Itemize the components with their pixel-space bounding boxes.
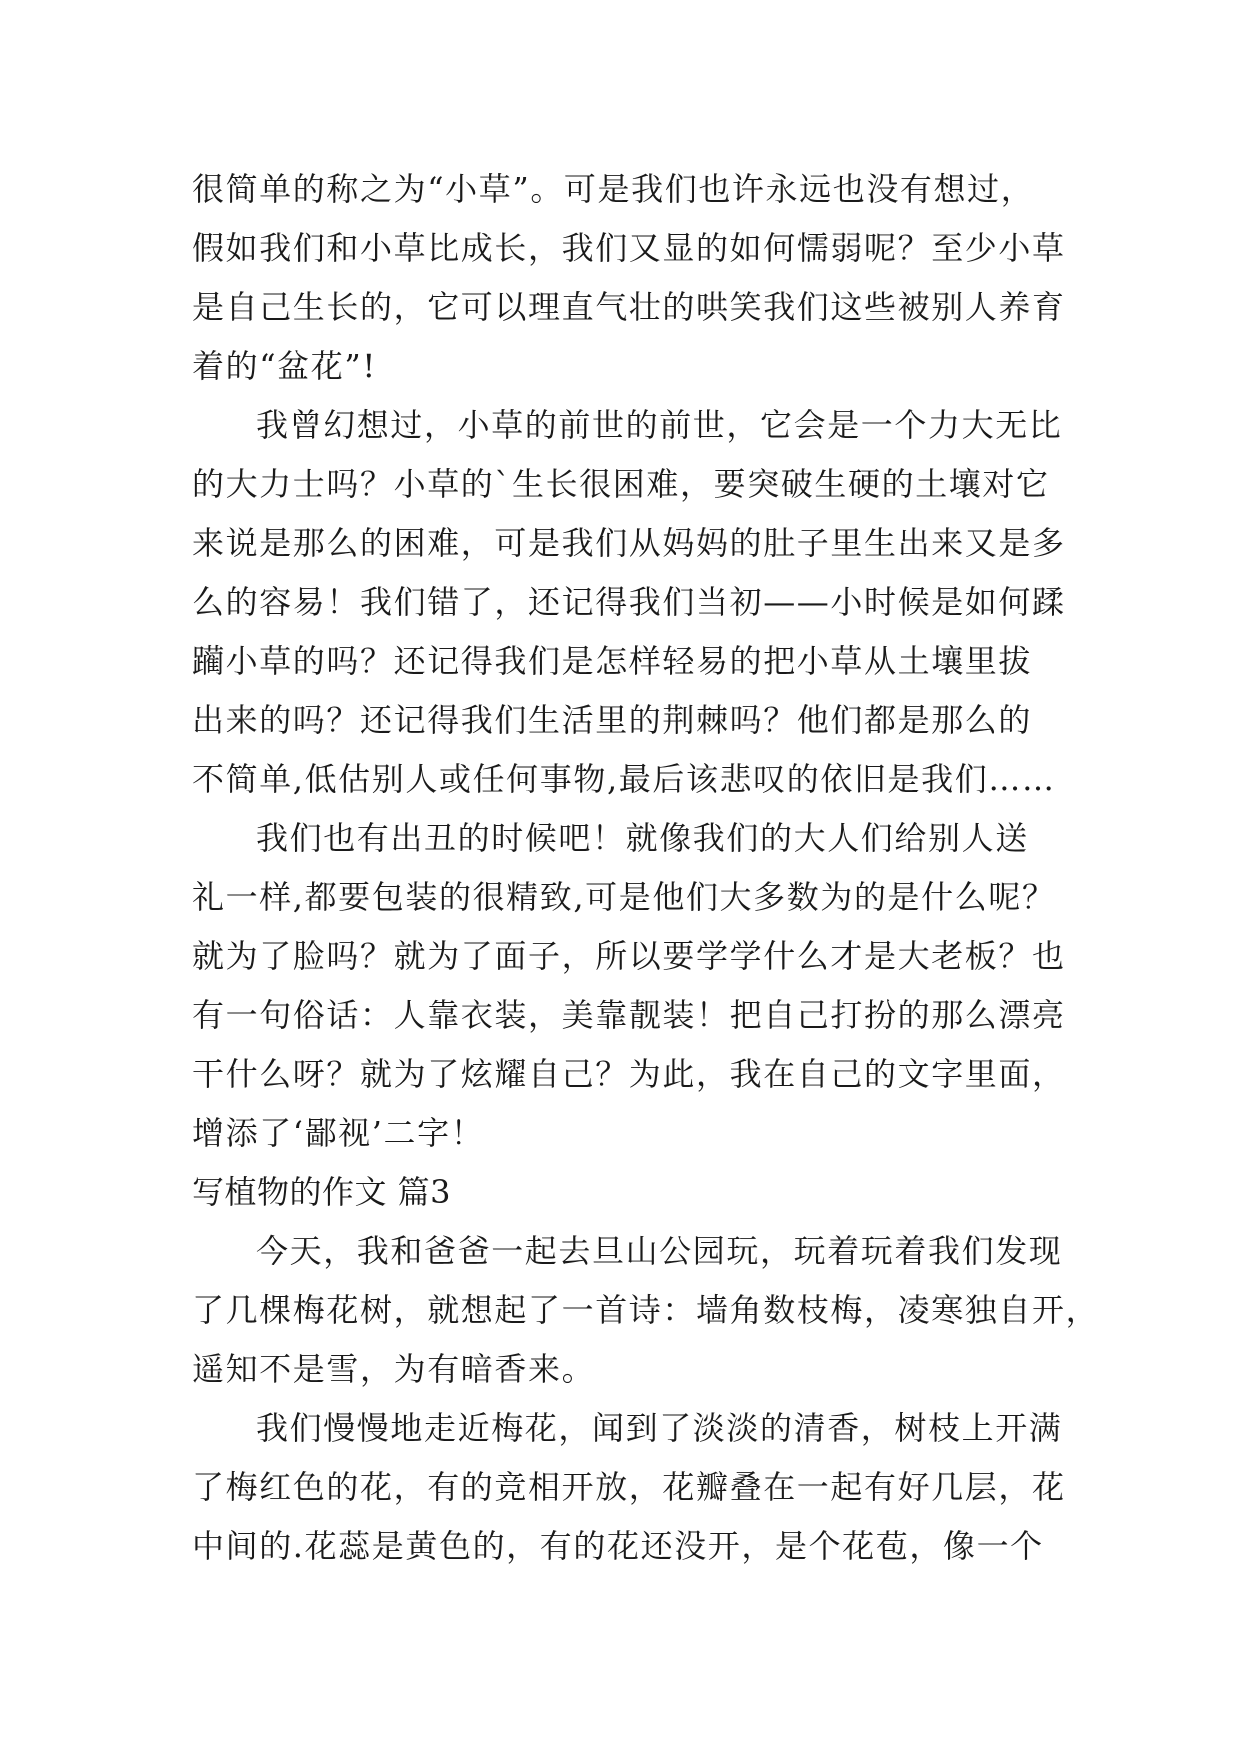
text-line: 就为了脸吗？就为了面子，所以要学学什么才是大老板？也 [192, 937, 1066, 975]
text-line: 我曾幻想过，小草的前世的前世，它会是一个力大无比 [256, 406, 1063, 444]
text-line: 中间的.花蕊是黄色的，有的花还没开，是个花苞，像一个 [192, 1527, 1044, 1565]
text-line: 了梅红色的花，有的竞相开放，花瓣叠在一起有好几层，花 [192, 1468, 1066, 1506]
paragraph [192, 396, 1066, 809]
paragraph [192, 160, 1066, 396]
text-line: 么的容易！我们错了，还记得我们当初——小时候是如何蹂 [192, 583, 1066, 621]
text-line: 不简单,低估别人或任何事物,最后该悲叹的依旧是我们…… [192, 760, 1056, 798]
text-line: 我们慢慢地走近梅花，闻到了淡淡的清香，树枝上开满 [256, 1409, 1063, 1447]
text-line: 出来的吗？还记得我们生活里的荆棘吗？他们都是那么的 [192, 701, 1033, 739]
text-line: 躏小草的吗？还记得我们是怎样轻易的把小草从土壤里拔 [192, 642, 1033, 680]
text-line: 我们也有出丑的时候吧！就像我们的大人们给别人送 [256, 819, 1029, 857]
document-body [192, 160, 1100, 1576]
text-line: 很简单的称之为“小草”。可是我们也许永远也没有想过， [192, 170, 1035, 208]
text-line: 礼一样,都要包装的很精致,可是他们大多数为的是什么呢？ [192, 878, 1056, 916]
text-line: 今天，我和爸爸一起去旦山公园玩，玩着玩着我们发现 [256, 1232, 1063, 1270]
text-line: 遥知不是雪，为有暗香来。 [192, 1350, 596, 1388]
text-line: 干什么呀？就为了炫耀自己？为此，我在自己的文字里面， [192, 1055, 1066, 1093]
paragraph [192, 1399, 1066, 1576]
text-line: 有一句俗话：人靠衣装，美靠靓装！把自己打扮的那么漂亮 [192, 996, 1066, 1034]
text-line: 来说是那么的困难，可是我们从妈妈的肚子里生出来又是多 [192, 524, 1066, 562]
heading-text: 写植物的作文 篇3 [192, 1173, 452, 1211]
text-line: 的大力士吗？小草的`生长很困难，要突破生硬的土壤对它 [192, 465, 1050, 503]
section-heading [192, 1163, 1052, 1222]
paragraph [192, 809, 1066, 1163]
text-line: 了几棵梅花树，就想起了一首诗：墙角数枝梅，凌寒独自开， [192, 1291, 1100, 1329]
text-line: 增添了‘鄙视’二字！ [192, 1114, 485, 1152]
paragraph [192, 1222, 1100, 1399]
text-line: 着的“盆花”! [192, 347, 377, 385]
text-line: 是自己生长的，它可以理直气壮的哄笑我们这些被别人养育 [192, 288, 1066, 326]
text-line: 假如我们和小草比成长，我们又显的如何懦弱呢？至少小草 [192, 229, 1066, 267]
